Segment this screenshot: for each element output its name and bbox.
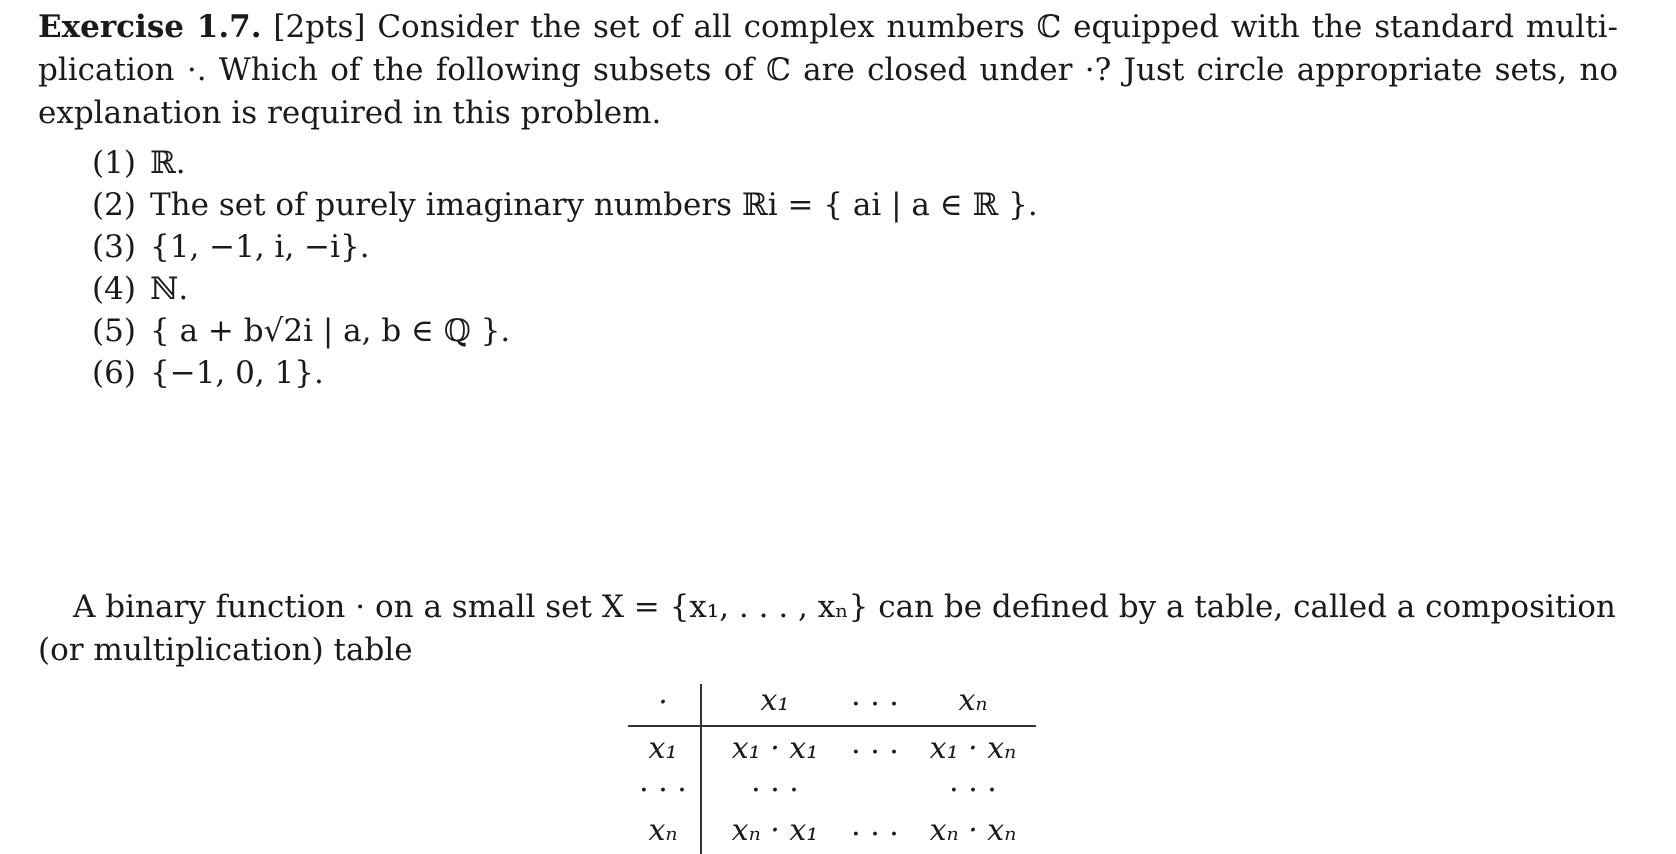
item-text: {−1, 0, 1}. — [150, 355, 324, 391]
item-text: ℝ. — [150, 145, 186, 181]
binary-line-2: (or multiplication) table — [38, 632, 413, 668]
item-number: (6) — [92, 355, 136, 391]
item-number: (2) — [92, 187, 136, 223]
row-header: x₁ — [648, 731, 678, 766]
item-text: The set of purely imaginary numbers ℝi = { ai | a ∈ ℝ }. — [150, 187, 1038, 223]
binary-line-1: A binary function · on a small set X = {x₁, . . . , xₙ} can be defined by a table, called a composition — [73, 589, 1616, 625]
list-item — [92, 310, 1038, 352]
col-header: · · · — [851, 687, 899, 722]
list-item — [92, 184, 1038, 226]
subset-list — [92, 142, 1038, 394]
table-cell: x₁ · xₙ — [929, 731, 1017, 766]
table-cell: xₙ · x₁ — [731, 813, 819, 848]
table-cell: · · · — [851, 817, 899, 852]
row-header: · · · — [639, 773, 687, 808]
table-cell: · · · — [751, 773, 799, 808]
table-corner: · — [658, 685, 668, 720]
exercise-heading: Exercise 1.7. — [38, 9, 262, 45]
item-text: ℕ. — [150, 271, 189, 307]
item-number: (3) — [92, 229, 136, 265]
table-cell: · · · — [949, 773, 997, 808]
table-cell: · · · — [851, 735, 899, 770]
list-item — [92, 142, 1038, 184]
col-header: xₙ — [958, 683, 988, 718]
list-item — [92, 268, 1038, 310]
item-number: (5) — [92, 313, 136, 349]
item-number: (4) — [92, 271, 136, 307]
item-number: (1) — [92, 145, 136, 181]
table-horizontal-rule — [628, 725, 1036, 727]
col-header: x₁ — [760, 683, 790, 718]
row-header: xₙ — [648, 813, 678, 848]
exercise-points: [2pts] — [273, 9, 366, 45]
table-cell: x₁ · x₁ — [731, 731, 819, 766]
binary-function-paragraph — [38, 586, 1618, 672]
exercise-paragraph — [38, 6, 1618, 135]
table-cell: xₙ · xₙ — [929, 813, 1017, 848]
table-vertical-rule — [700, 684, 702, 854]
item-text: {1, −1, i, −i}. — [150, 229, 370, 265]
list-item — [92, 226, 1038, 268]
list-item — [92, 352, 1038, 394]
composition-table — [628, 678, 1038, 854]
exercise-text: Consider the set of all complex numbers ℂ equipped with the standard multi-plication ·. Which of the following subsets of ℂ are closed under ·? Just circle appropriate sets, no explanation is required in this problem. — [38, 9, 1618, 131]
item-text: { a + b√2i | a, b ∈ ℚ }. — [150, 313, 511, 349]
